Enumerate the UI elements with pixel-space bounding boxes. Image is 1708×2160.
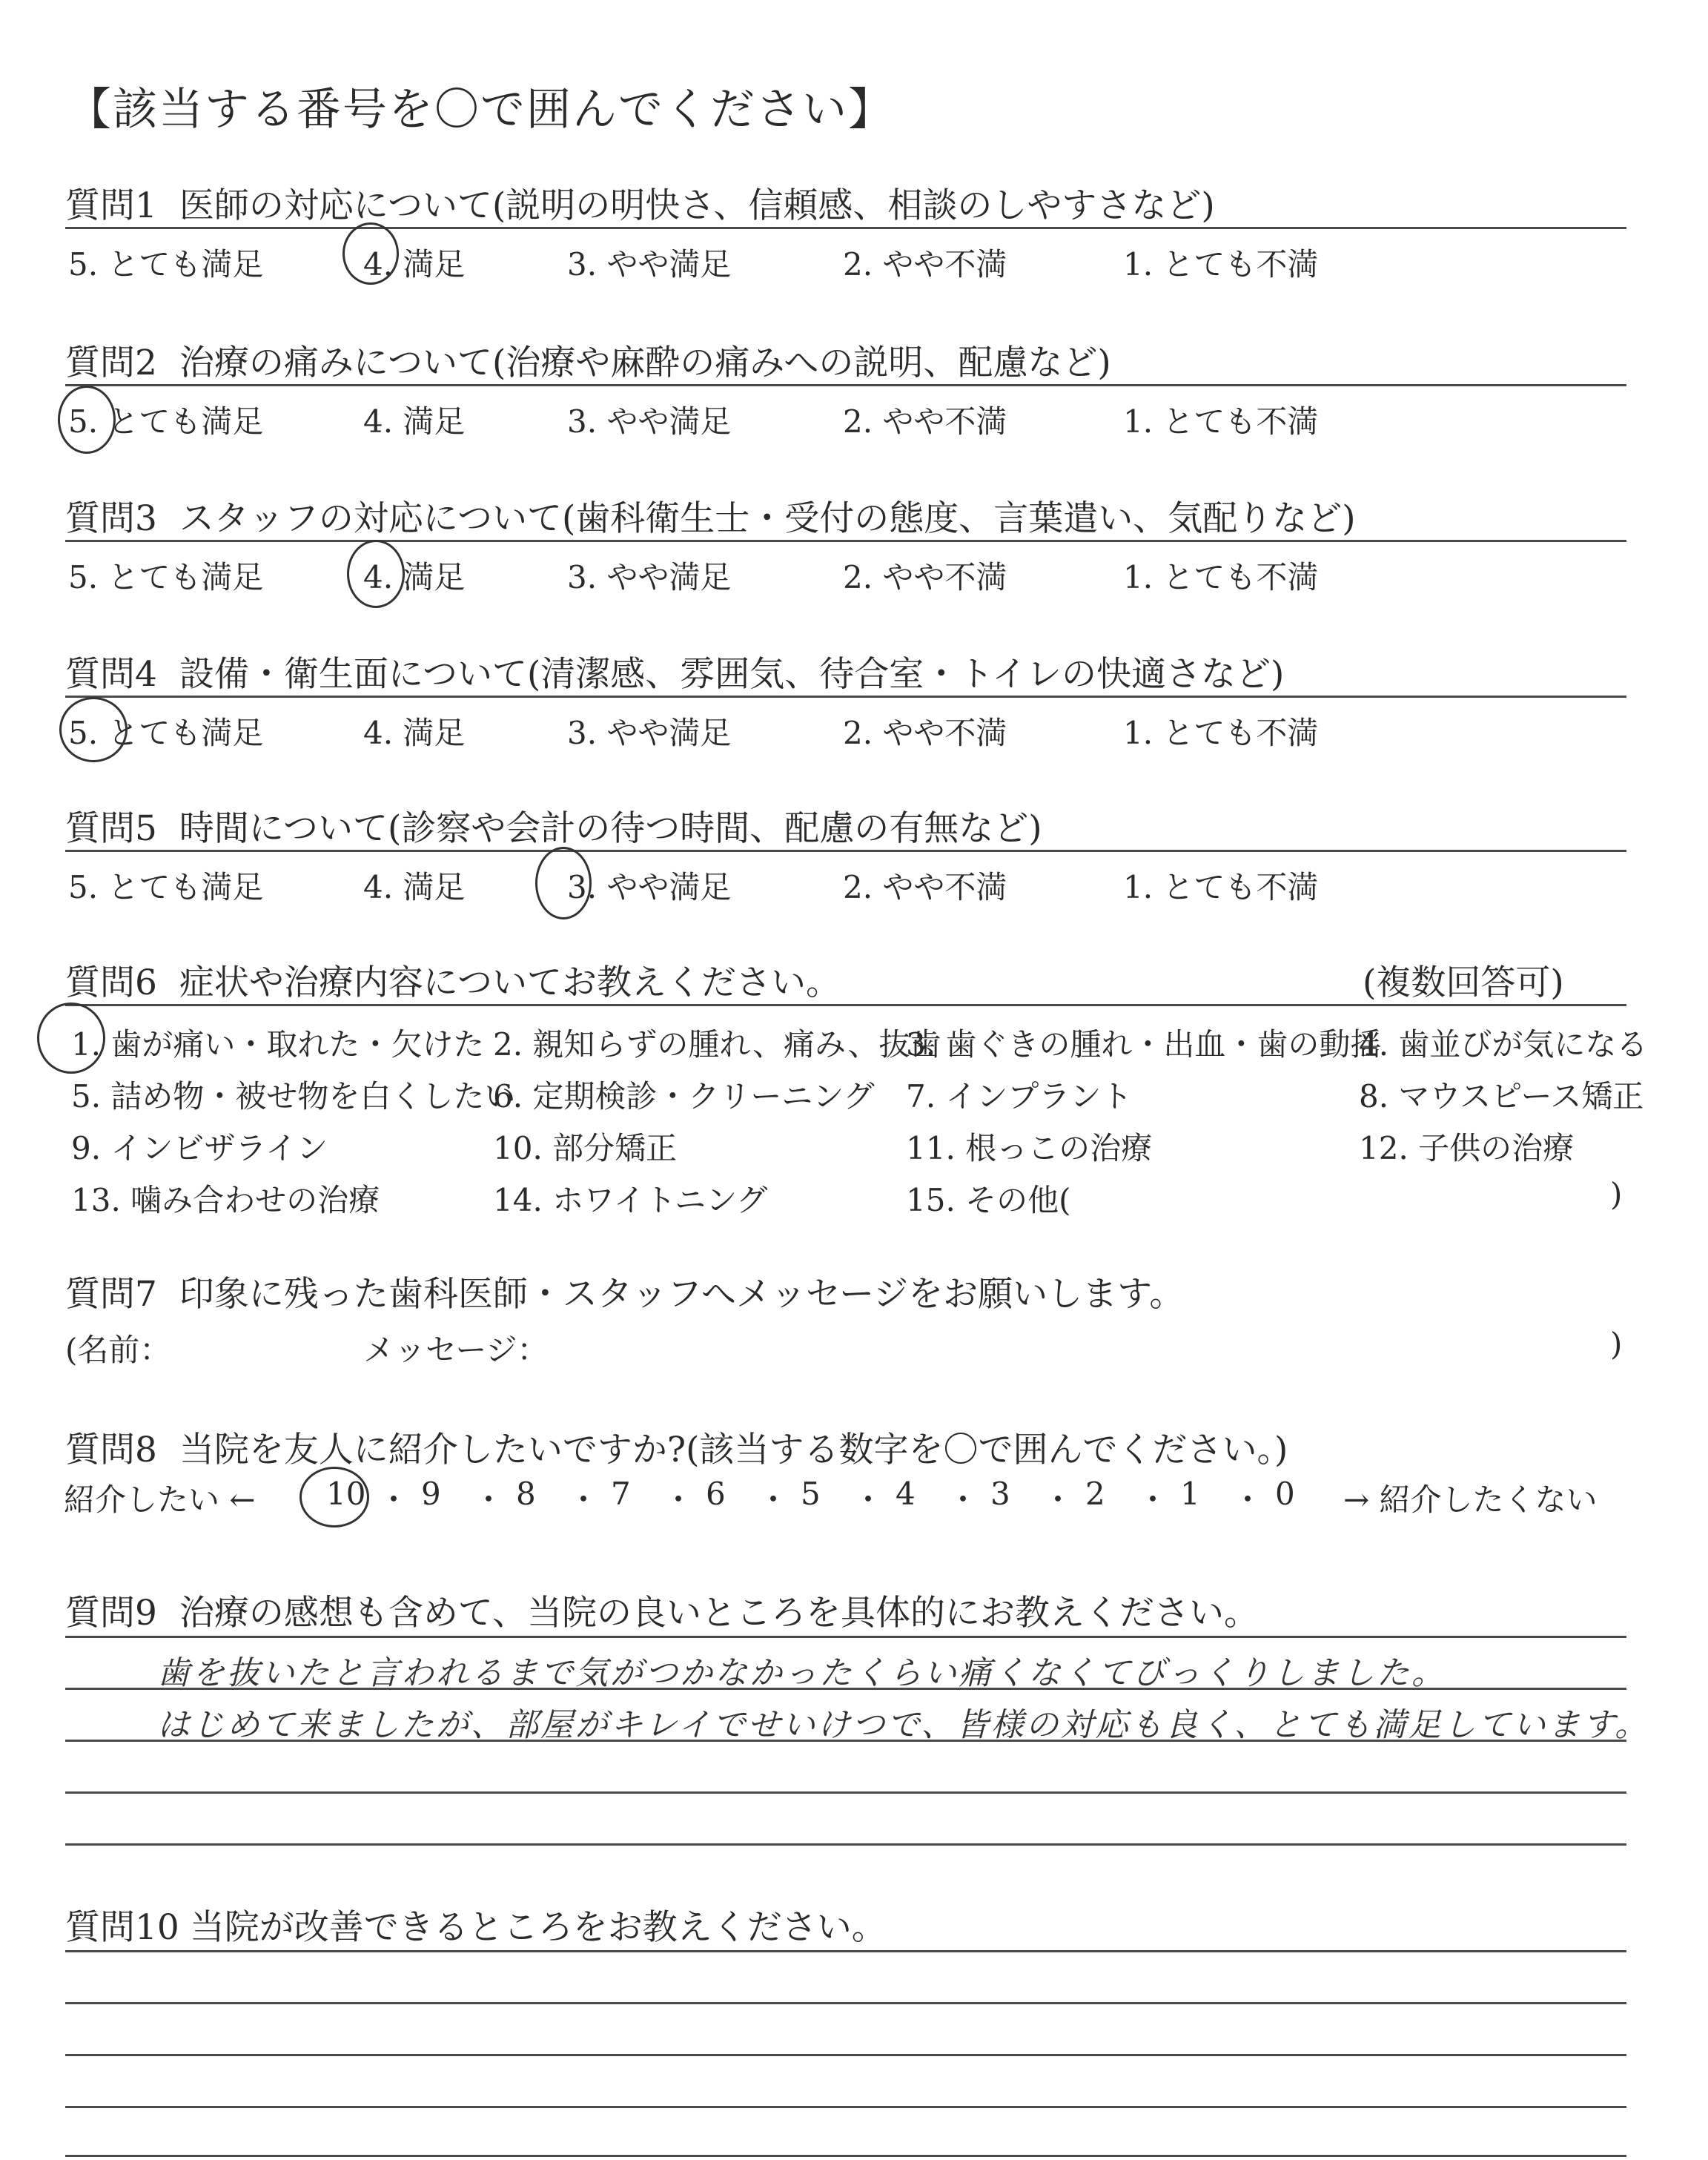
q3-option-2[interactable]: 2. やや不満 (843, 559, 1007, 595)
question-text: 治療の痛みについて(治療や麻酔の痛みへの説明、配慮など) (179, 343, 1111, 383)
answer-line (65, 1740, 1626, 1742)
q4-option-4[interactable]: 4. 満足 (363, 715, 466, 751)
q5-option-1[interactable]: 1. とても不満 (1123, 869, 1319, 905)
q2-option-3[interactable]: 3. やや満足 (567, 403, 732, 440)
q8-scale-value[interactable]: 6 (706, 1476, 726, 1512)
q8-scale-separator: ・ (853, 1482, 884, 1518)
q8-scale-value[interactable]: 3 (990, 1476, 1010, 1512)
q5-option-5[interactable]: 5. とても満足 (68, 869, 264, 905)
question-rule (65, 850, 1626, 852)
q4-option-5[interactable]: 5. とても満足 (68, 715, 264, 751)
question-label: 質問3 (65, 498, 157, 539)
q3-option-5[interactable]: 5. とても満足 (68, 559, 264, 595)
question-2-title (65, 335, 1111, 385)
question-4-title (65, 647, 1284, 696)
q4-option-1[interactable]: 1. とても不満 (1123, 715, 1319, 751)
q6-option-11[interactable]: 11. 根っこの治療 (906, 1130, 1153, 1166)
q8-scale-value[interactable]: 9 (421, 1476, 441, 1512)
q1-option-3[interactable]: 3. やや満足 (567, 246, 732, 283)
q6-option-1[interactable]: 1. 歯が痛い・取れた・欠けた (71, 1026, 485, 1063)
q1-option-1[interactable]: 1. とても不満 (1123, 246, 1319, 283)
q6-option-2[interactable]: 2. 親知らずの腫れ、痛み、抜歯 (493, 1026, 941, 1063)
question-text: 当院が改善できるところをお教えください。 (189, 1907, 887, 1948)
question-6-title (65, 955, 841, 1005)
question-rule (65, 1004, 1626, 1006)
q9-handwritten-line-1: 歯を抜いたと言われるまで気がつかなかったくらい痛くなくてびっくりしました。 (157, 1654, 1446, 1692)
q8-scale-value[interactable]: 10 (326, 1476, 366, 1512)
question-label: 質問7 (65, 1274, 157, 1315)
question-text: 症状や治療内容についてお教えください。 (179, 962, 841, 1003)
q6-option-8[interactable]: 8. マウスピース矯正 (1359, 1078, 1644, 1114)
question-label: 質問8 (65, 1430, 157, 1470)
question-3-title (65, 491, 1356, 541)
question-label: 質問5 (65, 808, 157, 849)
question-text: 治療の感想も含めて、当院の良いところを具体的にお教えください。 (179, 1593, 1259, 1634)
q6-option-14[interactable]: 14. ホワイトニング (493, 1182, 768, 1218)
question-text: 時間について(診察や会計の待つ時間、配慮の有無など) (179, 808, 1042, 849)
q6-option-9[interactable]: 9. インビザライン (71, 1130, 328, 1166)
q8-left-label: 紹介したい ← (64, 1482, 256, 1518)
q8-scale-separator: ・ (378, 1482, 410, 1518)
answer-line (65, 1950, 1626, 1952)
q8-right-label: → 紹介したくない (1343, 1482, 1598, 1518)
question-label: 質問4 (65, 654, 157, 695)
q7-message-label: メッセージ： (363, 1332, 549, 1368)
question-text: 当院を友人に紹介したいですか?(該当する数字を〇で囲んでください。) (179, 1430, 1288, 1470)
answer-line (65, 2002, 1626, 2004)
q8-scale-separator: ・ (1042, 1482, 1074, 1518)
q4-option-3[interactable]: 3. やや満足 (567, 715, 732, 751)
q4-option-2[interactable]: 2. やや不満 (843, 715, 1007, 751)
q6-option-7[interactable]: 7. インプラント (906, 1078, 1133, 1114)
q1-option-4[interactable]: 4. 満足 (363, 246, 466, 283)
answer-line (65, 2155, 1626, 2157)
q9-handwritten-line-2: はじめて来ましたが、部屋がキレイでせいけつで、皆様の対応も良く、とても満足しています。 (157, 1706, 1650, 1744)
multiple-answer-note: (複数回答可) (1363, 962, 1564, 1003)
q8-scale-value[interactable]: 2 (1085, 1476, 1105, 1512)
q8-scale-value[interactable]: 7 (611, 1476, 631, 1512)
question-rule (65, 384, 1626, 386)
question-label: 質問9 (65, 1593, 157, 1634)
question-label: 質問6 (65, 962, 157, 1003)
q3-option-4[interactable]: 4. 満足 (363, 559, 466, 595)
q2-option-1[interactable]: 1. とても不満 (1123, 403, 1319, 440)
q6-other-close-paren: ) (1610, 1176, 1623, 1212)
q5-option-2[interactable]: 2. やや不満 (843, 869, 1007, 905)
q2-option-4[interactable]: 4. 満足 (363, 403, 466, 440)
q8-scale-separator: ・ (568, 1482, 600, 1518)
question-rule (65, 540, 1626, 542)
form-heading: 【該当する番号を〇で囲んでください】 (67, 84, 894, 136)
question-rule (65, 696, 1626, 698)
answer-line (65, 1791, 1626, 1794)
q1-option-2[interactable]: 2. やや不満 (843, 246, 1007, 283)
question-8-title (65, 1422, 1288, 1472)
q8-scale-separator: ・ (1137, 1482, 1169, 1518)
answer-line (65, 1688, 1626, 1690)
q6-option-12[interactable]: 12. 子供の治療 (1359, 1130, 1575, 1166)
question-label: 質問10 (65, 1907, 179, 1948)
q7-close-paren: ) (1610, 1326, 1623, 1362)
answer-line (65, 2106, 1626, 2108)
q5-option-3[interactable]: 3. やや満足 (567, 869, 732, 905)
question-label: 質問1 (65, 185, 157, 226)
q7-name-label: (名前： (65, 1332, 171, 1368)
q8-scale-value[interactable]: 4 (896, 1476, 916, 1512)
q8-scale-separator: ・ (473, 1482, 505, 1518)
q6-option-10[interactable]: 10. 部分矯正 (493, 1130, 678, 1166)
q6-option-4[interactable]: 4. 歯並びが気になる (1359, 1026, 1648, 1063)
answer-line (65, 1636, 1626, 1638)
q6-option-13[interactable]: 13. 噛み合わせの治療 (71, 1182, 380, 1218)
q8-scale-separator: ・ (758, 1482, 790, 1518)
q8-scale-value[interactable]: 8 (516, 1476, 536, 1512)
question-text: 印象に残った歯科医師・スタッフへメッセージをお願いします。 (179, 1274, 1185, 1315)
q3-option-1[interactable]: 1. とても不満 (1123, 559, 1319, 595)
q8-scale-separator: ・ (663, 1482, 695, 1518)
question-9-title (65, 1585, 1259, 1635)
q8-scale-value[interactable]: 0 (1275, 1476, 1295, 1512)
question-7-title (65, 1266, 1184, 1316)
answer-line (65, 1843, 1626, 1846)
q2-option-2[interactable]: 2. やや不満 (843, 403, 1007, 440)
question-text: 医師の対応について(説明の明快さ、信頼感、相談のしやすさなど) (179, 185, 1215, 226)
question-5-title (65, 801, 1042, 851)
q5-option-4[interactable]: 4. 満足 (363, 869, 466, 905)
q8-scale-value[interactable]: 5 (801, 1476, 821, 1512)
q6-option-15[interactable]: 15. その他( (906, 1182, 1071, 1218)
q6-option-5[interactable]: 5. 詰め物・被せ物を白くしたい (71, 1078, 516, 1114)
question-10-title (65, 1900, 887, 1949)
q6-option-6[interactable]: 6. 定期検診・クリーニング (493, 1078, 875, 1114)
q6-option-3[interactable]: 3. 歯ぐきの腫れ・出血・歯の動揺 (906, 1026, 1382, 1063)
question-text: 設備・衛生面について(清潔感、雰囲気、待合室・トイレの快適さなど) (179, 654, 1285, 695)
question-1-title (65, 178, 1215, 228)
q8-scale-value[interactable]: 1 (1180, 1476, 1200, 1512)
answer-line (65, 2054, 1626, 2056)
q1-option-5[interactable]: 5. とても満足 (68, 246, 264, 283)
question-text: スタッフの対応について(歯科衛生士・受付の態度、言葉遣い、気配りなど) (179, 498, 1356, 539)
q3-option-3[interactable]: 3. やや満足 (567, 559, 732, 595)
question-rule (65, 227, 1626, 229)
q8-scale-separator: ・ (1232, 1482, 1264, 1518)
q8-scale-separator: ・ (947, 1482, 979, 1518)
q2-option-5[interactable]: 5. とても満足 (68, 403, 264, 440)
question-label: 質問2 (65, 343, 157, 383)
